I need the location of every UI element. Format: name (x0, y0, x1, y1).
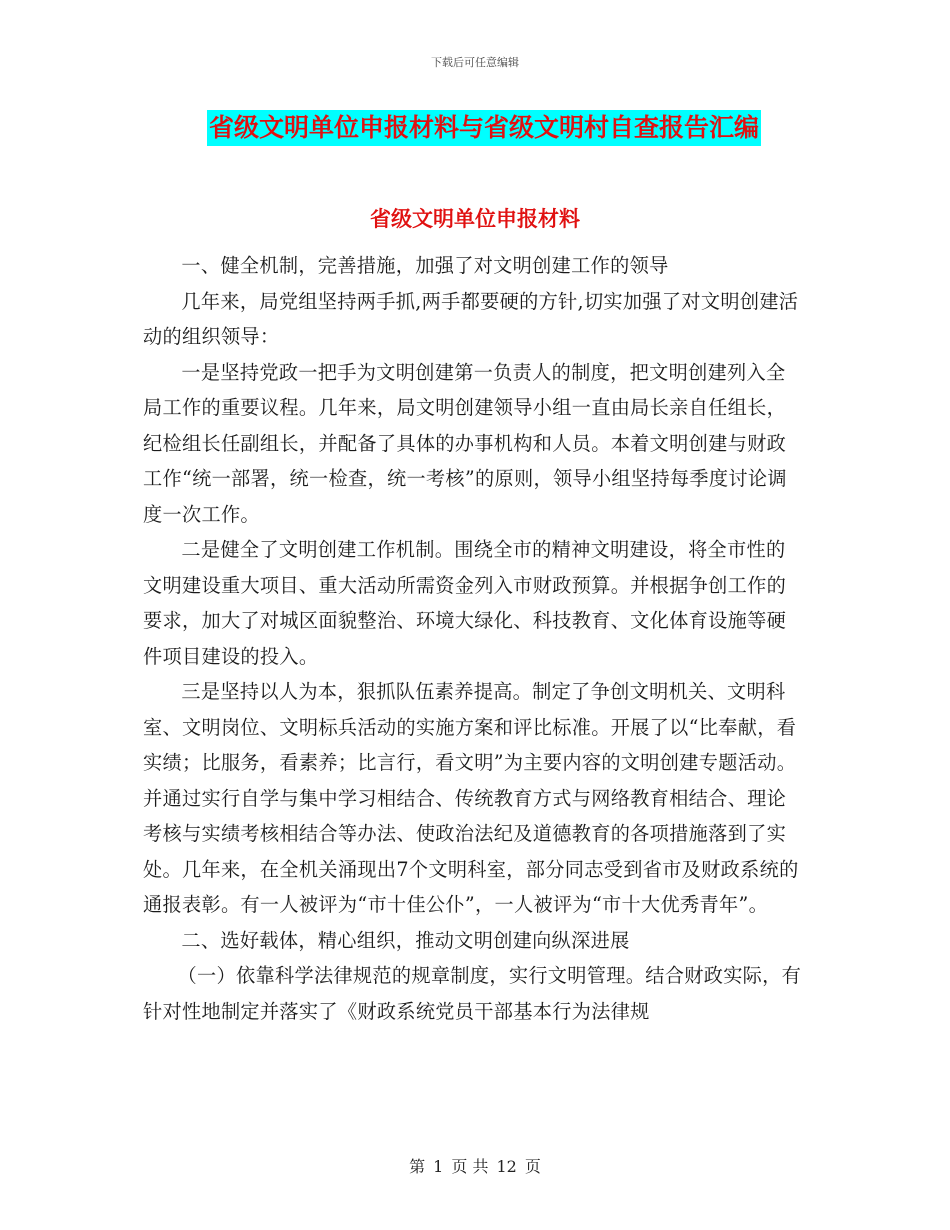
paragraph-heading-2: 二、选好载体，精心组织，推动文明创建向纵深进展 (181, 928, 630, 952)
paragraph: 二是健全了文明创建工作机制。围绕全市的精神文明建设，将全市性的文明建设重大项目、重大活动所需资金列入市财政预算。并根据争创工作的要求，加大了对城区面貌整治、环境大绿化、科技教育、文化体育设施等硬件项目建设的投入。 (143, 538, 787, 668)
paragraph-heading-1: 一、健全机制，完善措施，加强了对文明创建工作的领导 (181, 254, 669, 277)
header-note: 下载后可任意编辑 (431, 56, 519, 69)
document-body (143, 248, 803, 1029)
paragraph: 几年来，局党组坚持两手抓,两手都要硬的方针,切实加强了对文明创建活动的组织领导： (143, 289, 799, 348)
footer-suffix: 页 (524, 1157, 541, 1176)
paragraph: 三是坚持以人为本，狠抓队伍素养提高。制定了争创文明机关、文明科室、文明岗位、文明标兵活动的实施方案和评比标准。开展了以“比奉献，看实绩；比服务，看素养；比言行，看文明”为主要内容的文明创建专题活动。并通过实行自学与集中学习相结合、传统教育方式与网络教育相结合、理论考核与实绩考核相结合等办法、使政治法纪及道德教育的各项措施落到了实处。几年来，在全机关涌现出7个文明科室，部分同志受到省市及财政系统的通报表彰。有一人被评为“市十佳公仆”，一人被评为“市十大优秀青年”。 (143, 680, 799, 916)
paragraph: 一是坚持党政一把手为文明创建第一负责人的制度，把文明创建列入全局工作的重要议程。几年来，局文明创建领导小组一直由局长亲自任组长，纪检组长任副组长，并配备了具体的办事机构和人员。本着文明创建与财政工作“统一部署，统一检查，统一考核”的原则，领导小组坚持每季度讨论调度一次工作。 (143, 360, 787, 526)
page-footer (0, 1154, 950, 1177)
page-total: 12 (496, 1157, 517, 1176)
page-number: 1 (433, 1157, 444, 1176)
footer-prefix: 第 (409, 1157, 426, 1176)
paragraph: （一）依靠科学法律规范的规章制度，实行文明管理。结合财政实际，有针对性地制定并落实了《财政系统党员干部基本行为法律规 (143, 964, 802, 1023)
section-title: 省级文明单位申报材料 (370, 207, 580, 231)
document-title: 省级文明单位申报材料与省级文明村自查报告汇编 (207, 110, 761, 146)
footer-middle: 页 共 (451, 1157, 489, 1176)
